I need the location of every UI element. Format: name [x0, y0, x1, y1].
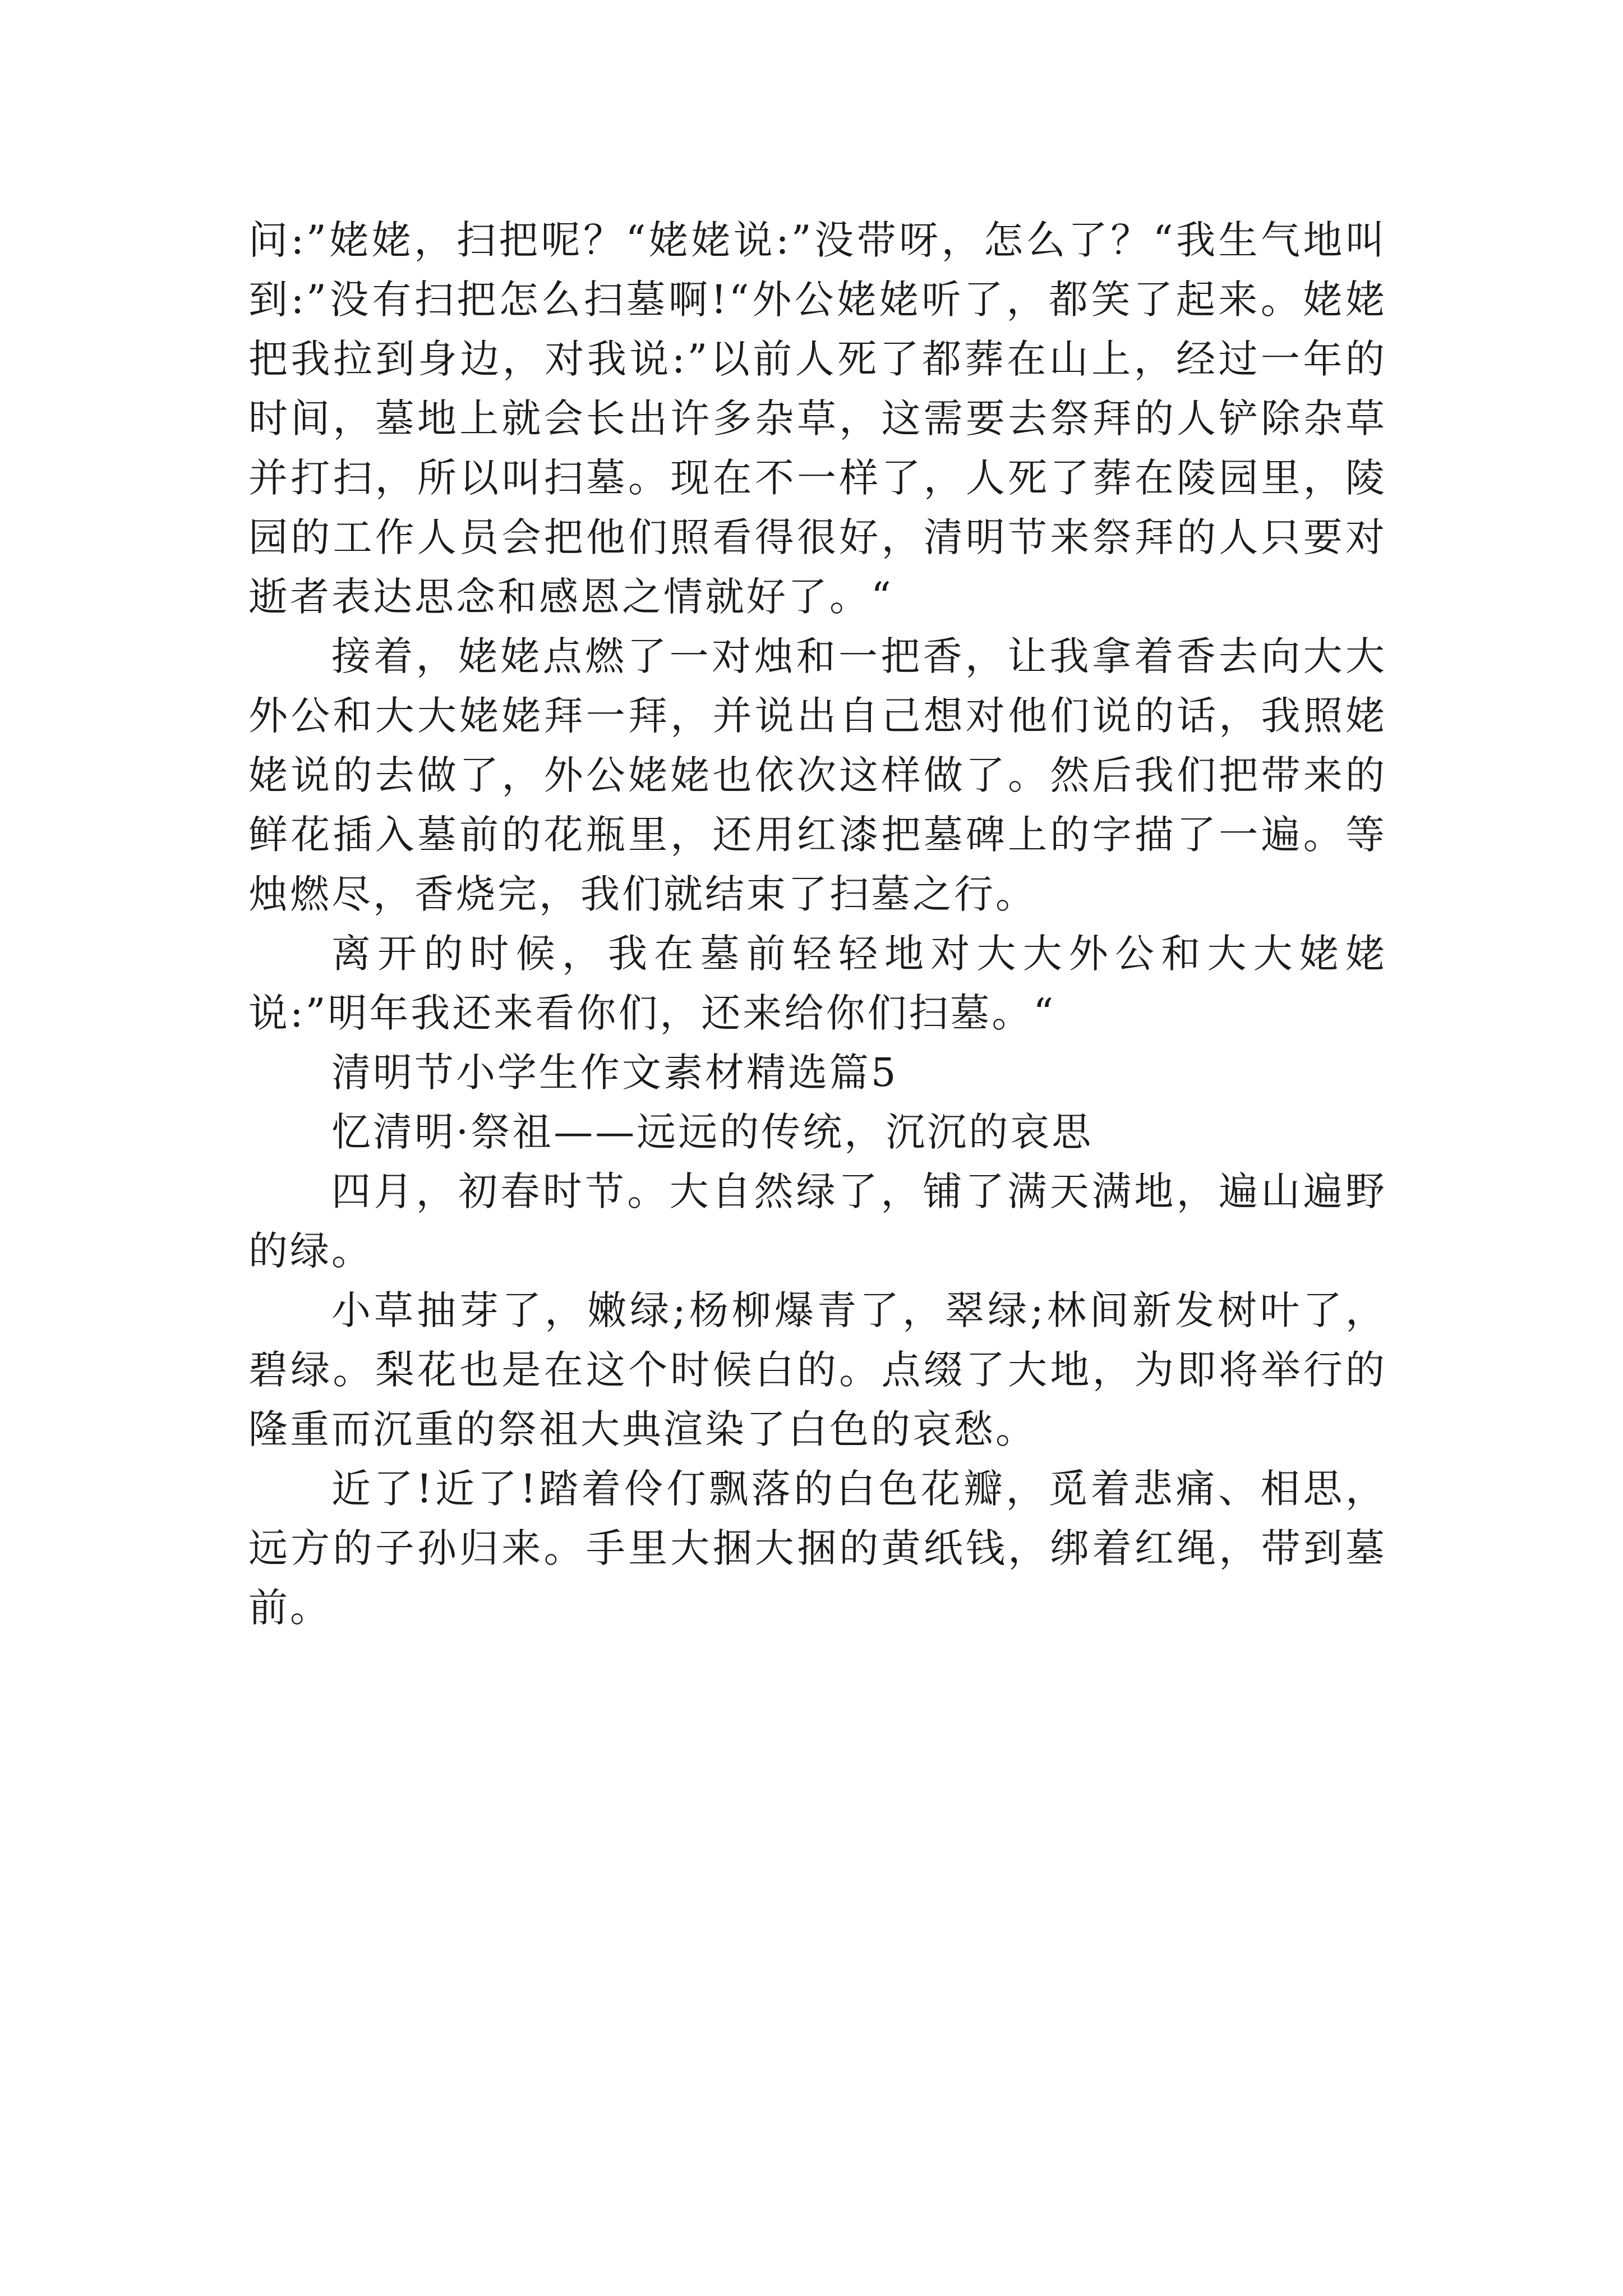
paragraph-4: 四月，初春时节。大自然绿了，铺了满天满地，遍山遍野的绿。: [248, 1168, 1387, 1274]
paragraph-5: 小草抽芽了，嫩绿;杨柳爆青了，翠绿;林间新发树叶了，碧绿。梨花也是在这个时候白的。点缀了大地，为即将举行的隆重而沉重的祭祖大典渲染了白色的哀愁。: [248, 1287, 1387, 1452]
document-body: [248, 210, 1387, 1637]
paragraph-6: 近了!近了!踏着伶仃飘落的白色花瓣，觅着悲痛、相思，远方的子孙归来。手里大捆大捆的黄纸钱，绑着红绳，带到墓前。: [248, 1466, 1387, 1631]
section-heading: 清明节小学生作文素材精选篇5: [331, 1050, 898, 1096]
paragraph-1: 问:”姥姥，扫把呢？“姥姥说:”没带呀，怎么了？“我生气地叫到:”没有扫把怎么扫墓啊!“外公姥姥听了，都笑了起来。姥姥把我拉到身边，对我说:”以前人死了都葬在山上，经过一年的时间，墓地上就会长出许多杂草，这需要去祭拜的人铲除杂草并打扫，所以叫扫墓。现在不一样了，人死了葬在陵园里，陵园的工作人员会把他们照看得很好，清明节来祭拜的人只要对逝者表达思念和感恩之情就好了。“: [248, 217, 1387, 620]
article-subtitle: 忆清明·祭祖——远远的传统，沉沉的哀思: [331, 1109, 1094, 1155]
paragraph-3: 离开的时候，我在墓前轻轻地对大大外公和大大姥姥说:”明年我还来看你们，还来给你们扫墓。“: [248, 931, 1387, 1036]
paragraph-2: 接着，姥姥点燃了一对烛和一把香，让我拿着香去向大大外公和大大姥姥拜一拜，并说出自己想对他们说的话，我照姥姥说的去做了，外公姥姥也依次这样做了。然后我们把带来的鲜花插入墓前的花瓶里，还用红漆把墓碑上的字描了一遍。等烛燃尽，香烧完，我们就结束了扫墓之行。: [248, 633, 1387, 917]
